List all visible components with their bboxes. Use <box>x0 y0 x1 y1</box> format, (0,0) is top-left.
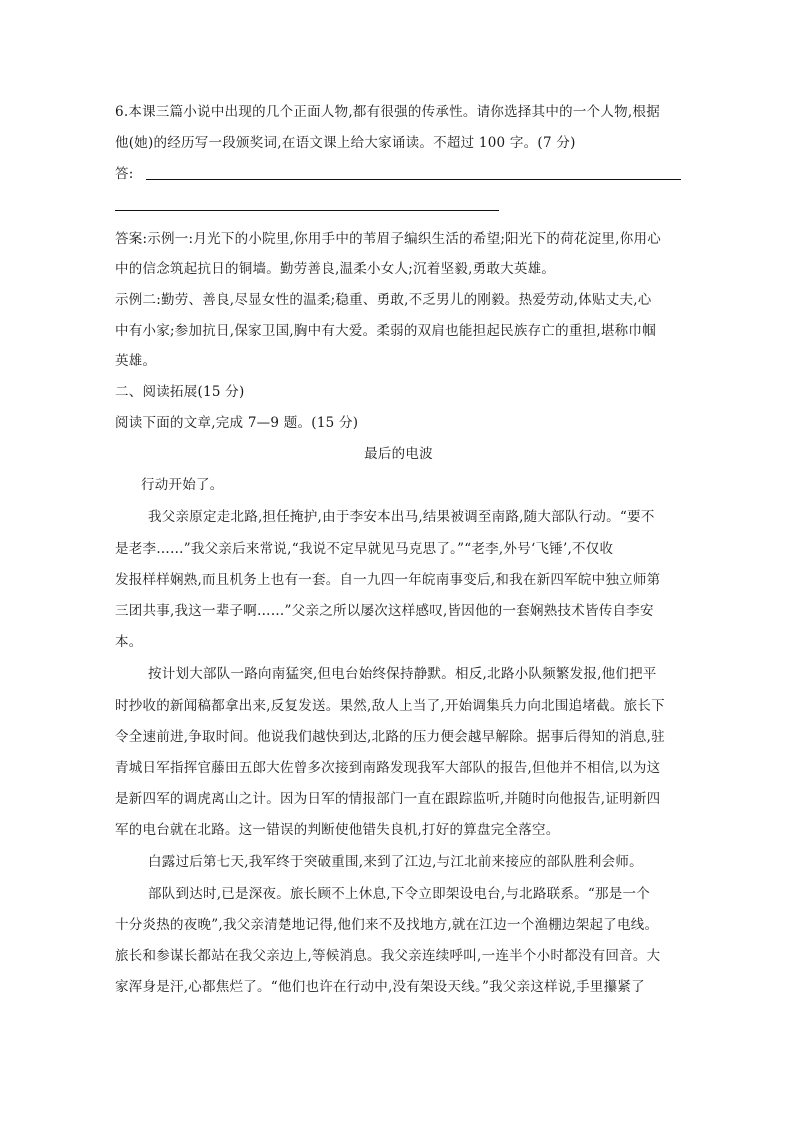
answer-blank-line-2 <box>115 210 499 211</box>
answer-line-2: 中的信念筑起抗日的铜墙。勤劳善良,温柔小女人;沉着坚毅,勇敢大英雄。 <box>115 261 556 277</box>
article-p2-line-5: 本。 <box>115 634 143 650</box>
article-title: 最后的电波 <box>364 446 433 462</box>
answer-line-4: 中有小家;参加抗日,保家卫国,胸中有大爱。柔弱的双肩也能担起民族存亡的重担,堪称巾帼 <box>115 323 656 339</box>
article-p3-line-1: 按计划大部队一路向南猛突,但电台始终保持静默。相反,北路小队频繁发报,他们把平 <box>148 666 657 682</box>
article-p5-line-4: 家浑身是汗,心都焦烂了。“他们也许在行动中,没有架设天线。”我父亲这样说,手里攥紧了 <box>115 979 645 995</box>
article-p5-line-1: 部队到达时,已是深夜。旅长顾不上休息,下令立即架设电台,与北路联系。“那是一个 <box>148 886 651 902</box>
article-p2-line-2: 是老李……”我父亲后来常说,“我说不定早就见马克思了。”“老李,外号‘飞锤’,不仅收 <box>115 541 614 557</box>
article-p2-line-1: 我父亲原定走北路,担任掩护,由于李安本出马,结果被调至南路,随大部队行动。“要不 <box>148 509 655 525</box>
article-p4-line-1: 白露过后第七天,我军终于突破重围,来到了江边,与江北前来接应的部队胜利会师。 <box>148 854 643 870</box>
question-text-line-1: 6.本课三篇小说中出现的几个正面人物,都有很强的传承性。请你选择其中的一个人物,根据 <box>115 104 660 120</box>
article-p3-line-3: 令全速前进,争取时间。他说我们越快到达,北路的压力便会越早解除。据事后得知的消息,驻 <box>115 729 665 745</box>
section-heading: 二、阅读拓展(15 分) <box>115 384 245 400</box>
answer-line-1: 答案:示例一:月光下的小院里,你用手中的苇眉子编织生活的希望;阳光下的荷花淀里,你用心 <box>115 231 661 247</box>
article-p5-line-2: 十分炎热的夜晚”,我父亲清楚地记得,他们来不及找地方,就在江边一个渔棚边架起了电线。 <box>115 917 659 933</box>
article-p3-line-6: 军的电台就在北路。这一错误的判断使他错失良机,打好的算盘完全落空。 <box>115 822 560 838</box>
article-p2-line-4: 三团共事,我这一辈子啊……”父亲之所以屡次这样感叹,皆因他的一套娴熟技术皆传自李安 <box>115 603 654 619</box>
article-p3-line-4: 青城日军指挥官藤田五郎大佐曾多次接到南路发现我军大部队的报告,但他并不相信,以为这 <box>115 760 661 776</box>
article-p3-line-2: 时抄收的新闻稿都拿出来,反复发送。果然,敌人上当了,开始调集兵力向北围追堵截。旅长下 <box>115 698 665 714</box>
answer-line-5: 英雄。 <box>115 353 157 369</box>
article-p2-line-3: 发报样样娴熟,而且机务上也有一套。自一九四一年皖南事变后,和我在新四军皖中独立师第 <box>115 572 661 588</box>
question-text-line-2: 他(她)的经历写一段颁奖词,在语文课上给大家诵读。不超过 100 字。(7 分) <box>115 135 576 151</box>
article-paragraph-1: 行动开始了。 <box>141 477 224 493</box>
article-p5-line-3: 旅长和参谋长都站在我父亲边上,等候消息。我父亲连续呼叫,一连半个小时都没有回音。大 <box>115 948 661 964</box>
section-instruction: 阅读下面的文章,完成 7—9 题。(15 分) <box>115 415 359 431</box>
answer-label: 答: <box>115 166 134 182</box>
article-p3-line-5: 是新四军的调虎离山之计。因为日军的情报部门一直在跟踪监听,并随时向他报告,证明新四 <box>115 791 661 807</box>
answer-line-3: 示例二:勤劳、善良,尽显女性的温柔;稳重、勇敢,不乏男儿的刚毅。热爱劳动,体贴丈夫,心 <box>115 292 652 308</box>
answer-blank-line-1 <box>146 179 681 180</box>
